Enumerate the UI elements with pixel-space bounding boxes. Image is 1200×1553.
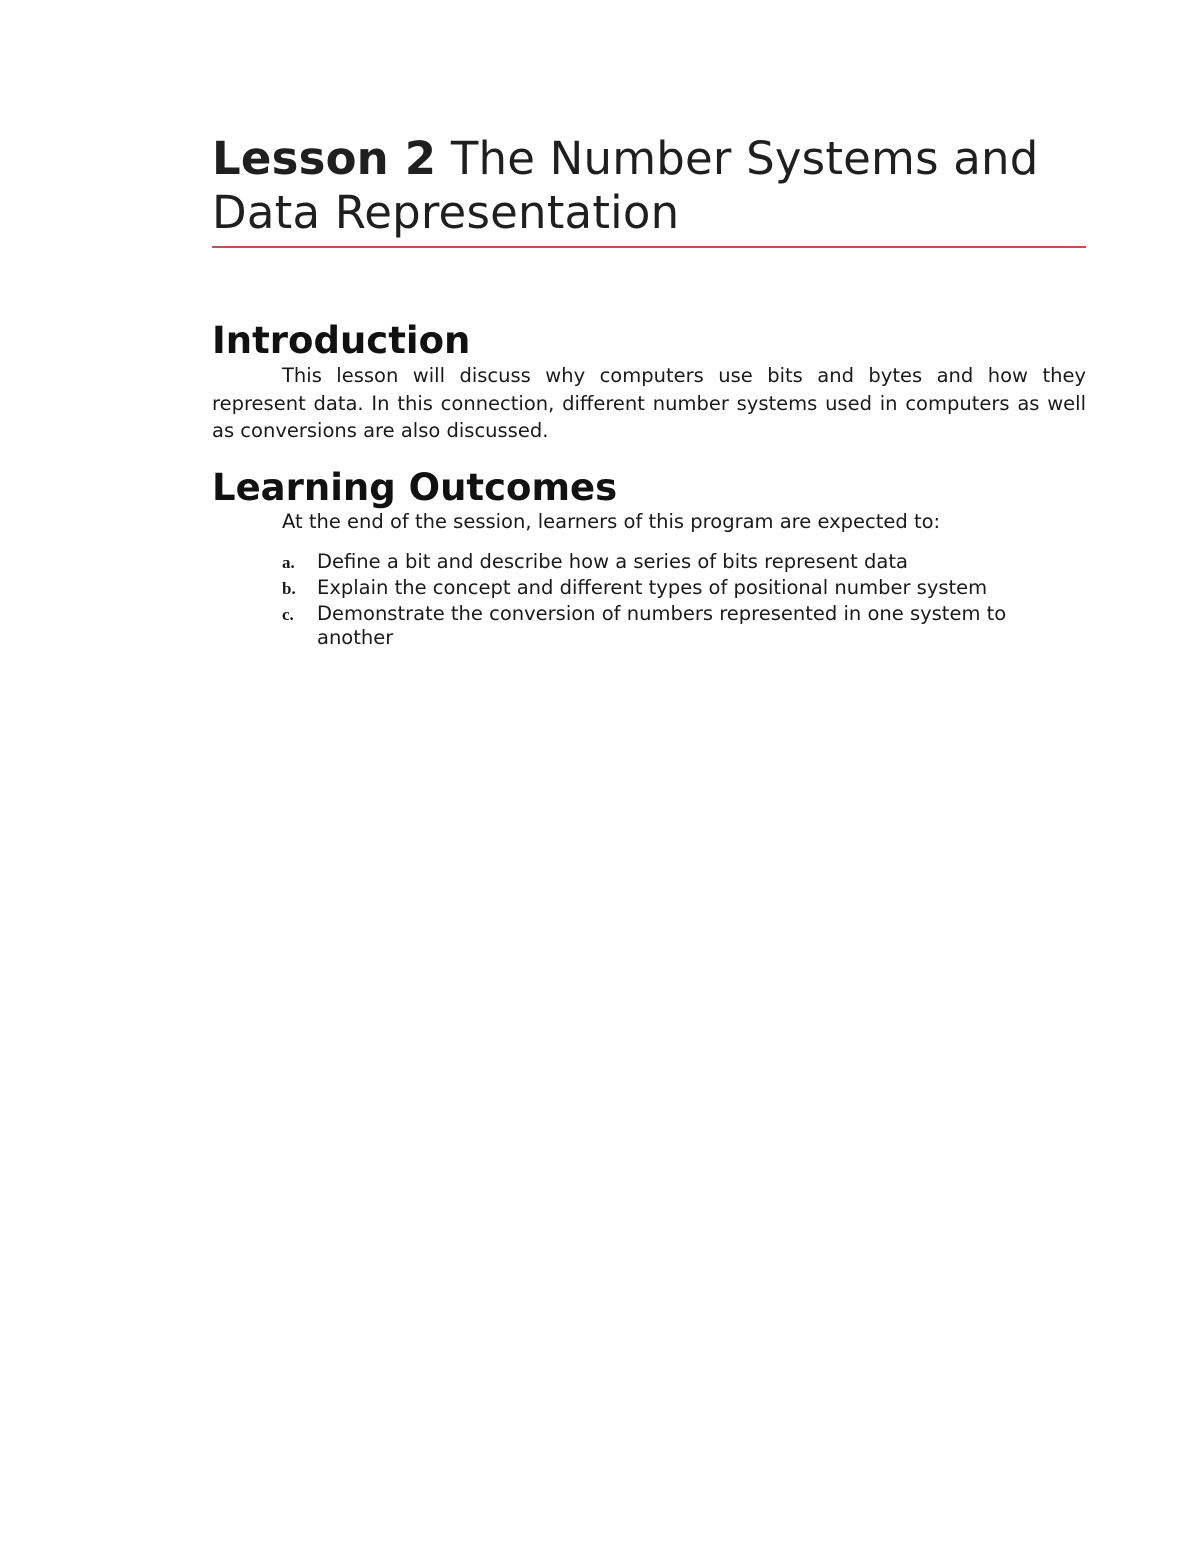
learning-outcomes-lead: At the end of the session, learners of this program are expected to: xyxy=(282,509,941,533)
list-marker: c. xyxy=(282,604,294,624)
introduction-paragraph: This lesson will discuss why computers use bits and bytes and how they represent data. In this connection, different number systems used in computers as well as conversions are also discussed. xyxy=(212,364,1086,442)
page-content xyxy=(212,132,1086,650)
lesson-title-text: The Number Systems and Data Representation xyxy=(212,132,1039,239)
lesson-title xyxy=(212,132,1086,246)
learning-outcome-item xyxy=(282,550,1086,576)
list-marker: b. xyxy=(282,578,296,598)
learning-outcome-text: Demonstrate the conversion of numbers represented in one system to another xyxy=(317,601,1007,649)
learning-outcome-text: Explain the concept and different types of positional number system xyxy=(317,575,988,599)
title-divider xyxy=(212,246,1086,248)
learning-outcome-text: Define a bit and describe how a series of bits represent data xyxy=(317,549,908,573)
introduction-heading: Introduction xyxy=(212,319,471,362)
learning-outcome-item xyxy=(282,602,1086,650)
learning-outcome-item xyxy=(282,576,1086,602)
list-marker: a. xyxy=(282,552,295,572)
learning-outcomes-list xyxy=(212,550,1086,650)
learning-outcomes-heading: Learning Outcomes xyxy=(212,465,618,509)
lesson-label: Lesson 2 xyxy=(212,132,437,185)
